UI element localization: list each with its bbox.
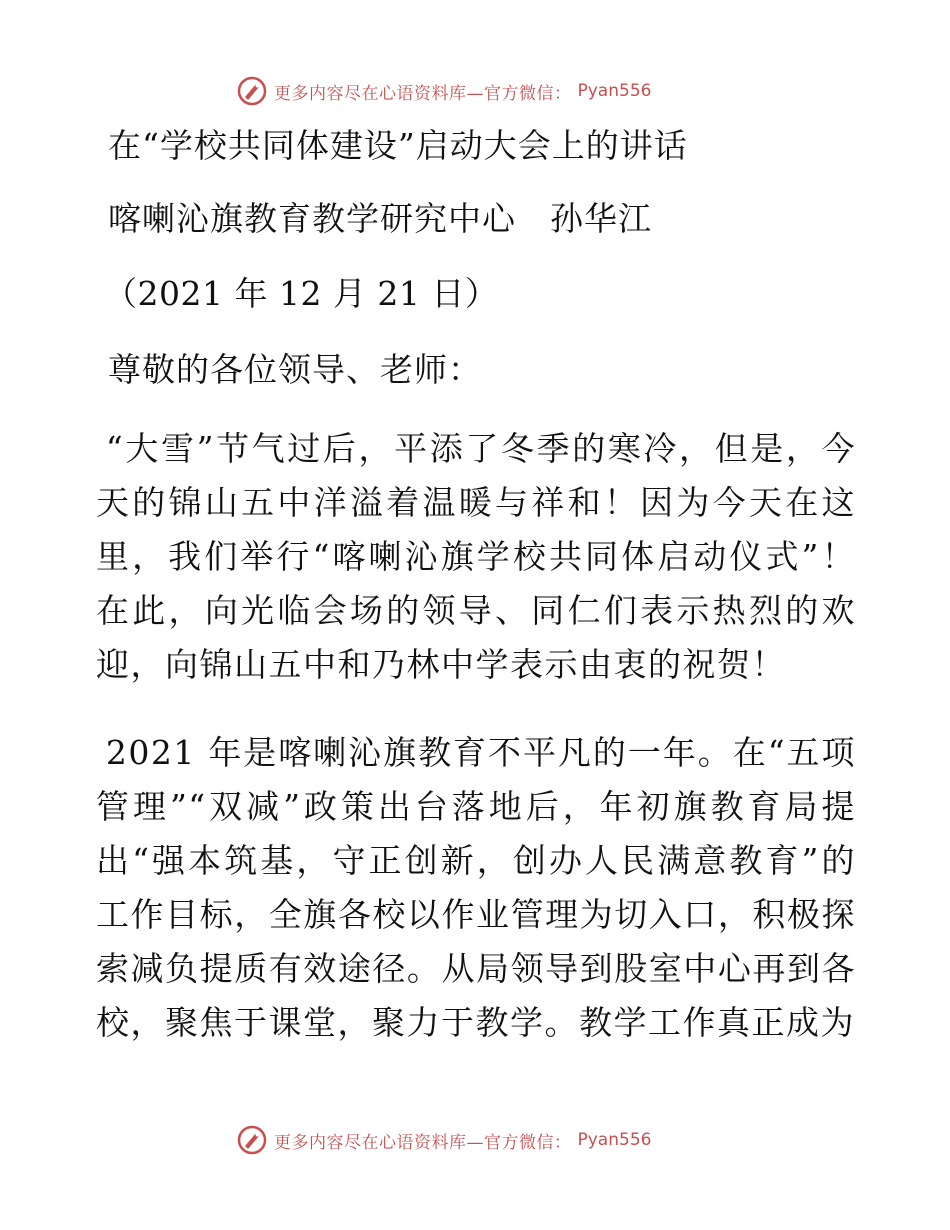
logo-icon (236, 1124, 268, 1156)
document-salutation: 尊敬的各位领导、老师： (108, 350, 482, 389)
logo-icon (236, 75, 268, 107)
document-author: 喀喇沁旗教育教学研究中心 孙华江 (108, 199, 652, 238)
watermark-id: Pyan556 (577, 81, 652, 101)
watermark-text: 更多内容尽在心语资料库—官方微信： (274, 83, 572, 104)
watermark-header (236, 74, 651, 108)
paragraph-2: 2021 年是喀喇沁旗教育不平凡的一年。在“五项管理”“双减”政策出台落地后，年初旗教育局提出“强本筑基，守正创新，创办人民满意教育”的工作目标，全旗各校以作业管理为切入口，积极探索减负提质有效途径。从局领导到股室中心再到各校，聚焦于课堂，聚力于教学。教学工作真正成为 (96, 733, 856, 1042)
watermark-footer (236, 1123, 651, 1157)
paragraph-1: “大雪”节气过后，平添了冬季的寒冷，但是，今天的锦山五中洋溢着温暖与祥和！因为今天在这里，我们举行“喀喇沁旗学校共同体启动仪式”！在此，向光临会场的领导、同仁们表示热烈的欢迎，向锦山五中和乃林中学表示由衷的祝贺！ (96, 429, 856, 684)
watermark-id: Pyan556 (577, 1130, 652, 1150)
watermark-text: 更多内容尽在心语资料库—官方微信： (274, 1132, 572, 1153)
document-title: 在“学校共同体建设”启动大会上的讲话 (108, 126, 688, 165)
document-date: （2021 年 12 月 21 日） (104, 274, 499, 313)
